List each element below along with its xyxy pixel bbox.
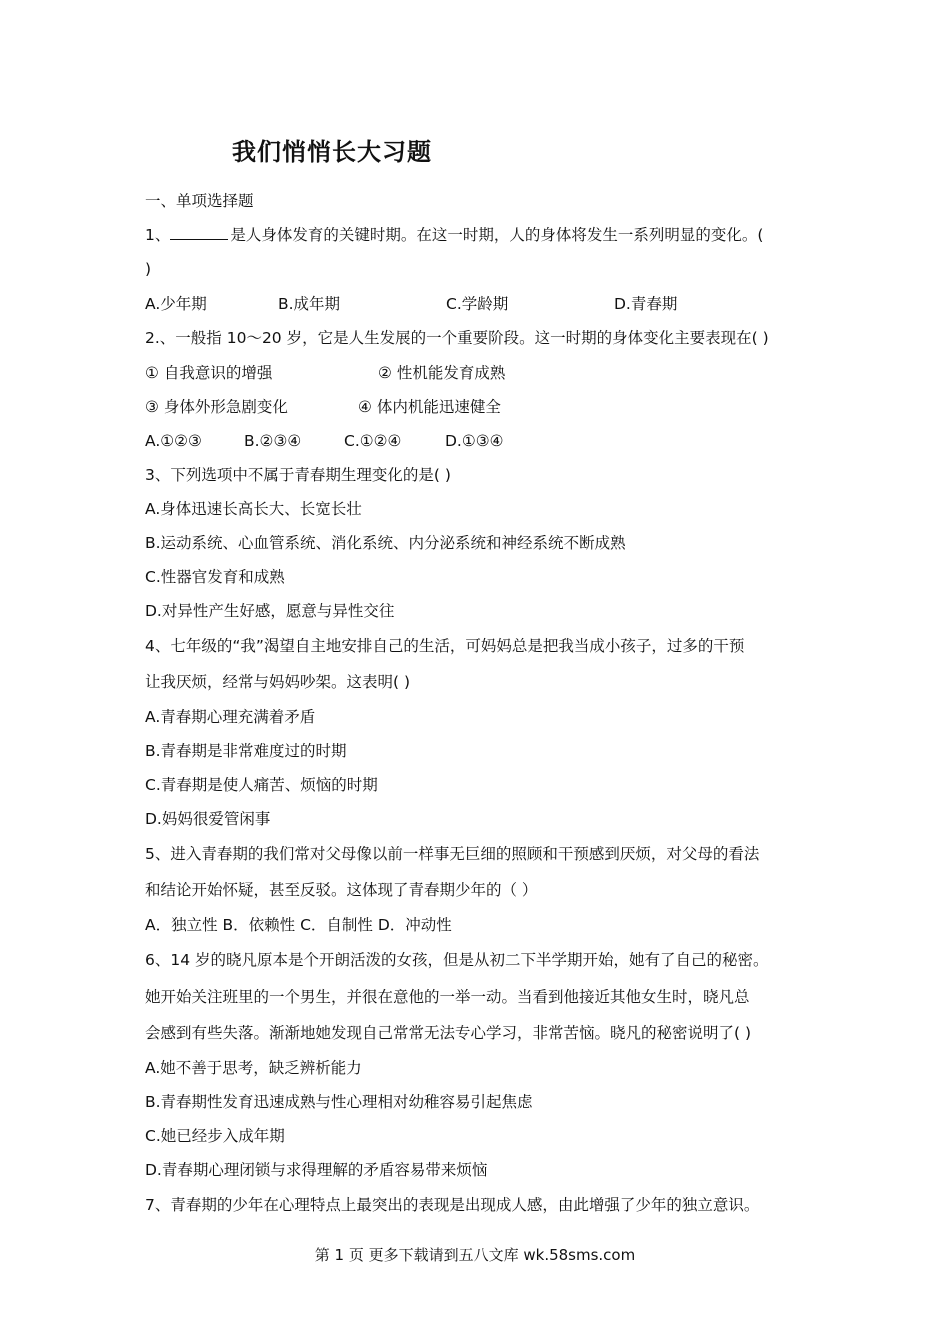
question-1 xyxy=(145,225,763,245)
q1-option-a: A.少年期 xyxy=(145,295,207,313)
q4-option-d: D.妈妈很爱管闲事 xyxy=(145,810,271,828)
q2-option-c: C.①②④ xyxy=(344,432,402,450)
question-3: 3、下列选项中不属于青春期生理变化的是( ) xyxy=(145,466,451,484)
q2-option-d: D.①③④ xyxy=(445,432,504,450)
question-6-line3: 会感到有些失落。渐渐地她发现自己常常无法专心学习，非常苦恼。晓凡的秘密说明了( ) xyxy=(145,1024,752,1042)
question-6-line2: 她开始关注班里的一个男生，并很在意他的一举一动。当看到他接近其他女生时，晓凡总 xyxy=(145,988,750,1006)
q3-option-c: C.性器官发育和成熟 xyxy=(145,568,285,586)
q2-option-a: A.①②③ xyxy=(145,432,202,450)
question-1-line2: ) xyxy=(145,260,152,278)
question-4-line2: 让我厌烦，经常与妈妈吵架。这表明( ) xyxy=(145,673,411,691)
q4-option-b: B.青春期是非常难度过的时期 xyxy=(145,742,347,760)
q1-option-c: C.学龄期 xyxy=(446,295,509,313)
q6-option-d: D.青春期心理闭锁与求得理解的矛盾容易带来烦恼 xyxy=(145,1161,488,1179)
q2-item-4: ④ 体内机能迅速健全 xyxy=(358,398,501,416)
q6-option-c: C.她已经步入成年期 xyxy=(145,1127,285,1145)
page-footer: 第 1 页 更多下载请到五八文库 wk.58sms.com xyxy=(314,1246,636,1264)
question-5-line1: 5、进入青春期的我们常对父母像以前一样事无巨细的照顾和干预感到厌烦，对父母的看法 xyxy=(145,845,760,863)
q5-options: A．独立性 B．依赖性 C．自制性 D．冲动性 xyxy=(145,916,452,934)
question-4-line1: 4、七年级的“我”渴望自主地安排自己的生活，可妈妈总是把我当成小孩子，过多的干预 xyxy=(145,637,745,655)
question-1-text: 是人身体发育的关键时期。在这一时期，人的身体将发生一系列明显的变化。( xyxy=(230,226,764,244)
section-heading: 一、单项选择题 xyxy=(145,192,254,210)
q4-option-c: C.青春期是使人痛苦、烦恼的时期 xyxy=(145,776,378,794)
q3-option-d: D.对异性产生好感，愿意与异性交往 xyxy=(145,602,395,620)
q1-option-b: B.成年期 xyxy=(278,295,341,313)
q4-option-a: A.青春期心理充满着矛盾 xyxy=(145,708,316,726)
question-1-number: 1、 xyxy=(145,226,171,244)
answer-blank xyxy=(170,225,228,240)
question-2: 2.、一般指 10～20 岁，它是人生发展的一个重要阶段。这一时期的身体变化主要表现在( ) xyxy=(145,329,769,347)
q3-option-b: B.运动系统、心血管系统、消化系统、内分泌系统和神经系统不断成熟 xyxy=(145,534,626,552)
page-title: 我们悄悄长大习题 xyxy=(232,138,432,166)
question-7-line1: 7、青春期的少年在心理特点上最突出的表现是出现成人感，由此增强了少年的独立意识。 xyxy=(145,1196,760,1214)
question-6-line1: 6、14 岁的晓凡原本是个开朗活泼的女孩，但是从初二下半学期开始，她有了自己的秘密。 xyxy=(145,951,769,969)
q6-option-a: A.她不善于思考，缺乏辨析能力 xyxy=(145,1059,362,1077)
question-5-line2: 和结论开始怀疑，甚至反驳。这体现了青春期少年的（ ） xyxy=(145,881,538,899)
q2-option-b: B.②③④ xyxy=(244,432,302,450)
q2-item-3: ③ 身体外形急剧变化 xyxy=(145,398,288,416)
q6-option-b: B.青春期性发育迅速成熟与性心理相对幼稚容易引起焦虑 xyxy=(145,1093,533,1111)
q2-item-1: ① 自我意识的增强 xyxy=(145,364,273,382)
q2-item-2: ② 性机能发育成熟 xyxy=(378,364,506,382)
q1-option-d: D.青春期 xyxy=(614,295,678,313)
q3-option-a: A.身体迅速长高长大、长宽长壮 xyxy=(145,500,362,518)
